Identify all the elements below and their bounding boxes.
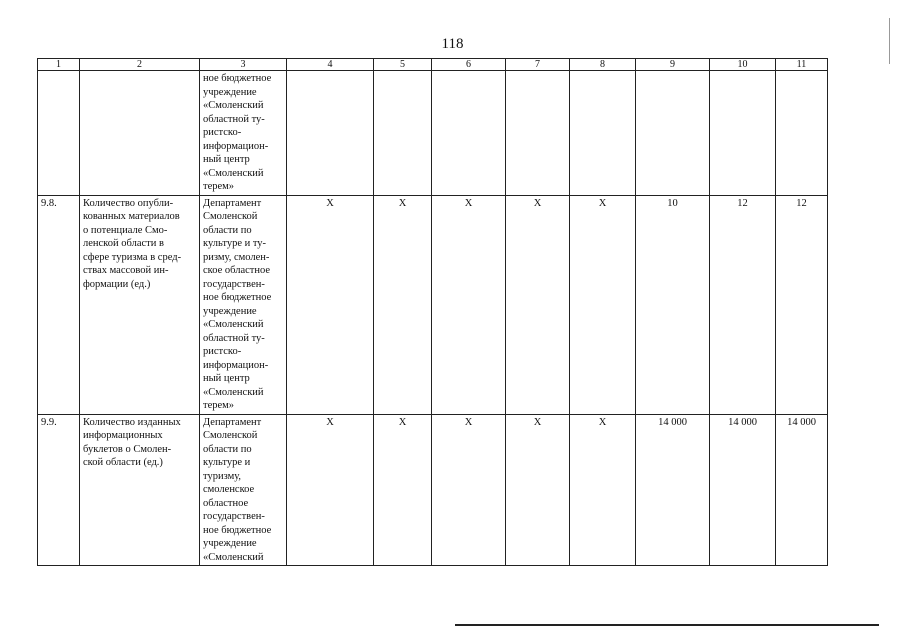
value-cell: X xyxy=(506,414,570,566)
table-row xyxy=(38,414,828,566)
executor-cell: Департамент Смоленской области по культуре и туризму, смоленское областное государствен- ное бюджетное учреждение «Смоленский xyxy=(200,414,287,566)
value-cell xyxy=(432,71,506,196)
row-index: 9.9. xyxy=(38,414,80,566)
value-cell: 14 000 xyxy=(636,414,710,566)
row-index: 9.8. xyxy=(38,195,80,414)
value-cell: X xyxy=(506,195,570,414)
value-cell: X xyxy=(432,195,506,414)
executor-cell: ное бюджетное учреждение «Смоленский областной ту- ристско- информацион- ный центр «Смоленский терем» xyxy=(200,71,287,196)
value-cell: 14 000 xyxy=(710,414,776,566)
column-number: 3 xyxy=(200,59,287,71)
value-cell: X xyxy=(374,195,432,414)
column-number: 10 xyxy=(710,59,776,71)
value-cell xyxy=(287,71,374,196)
value-cell: 12 xyxy=(710,195,776,414)
column-number: 8 xyxy=(570,59,636,71)
indicators-table xyxy=(37,58,828,566)
value-cell xyxy=(570,71,636,196)
executor-cell: Департамент Смоленской области по культуре и ту- ризму, смолен- ское областное государствен- ное бюджетное учреждение «Смоленский областной ту- ристско- информацион- ный центр «Смоленский терем» xyxy=(200,195,287,414)
value-cell xyxy=(506,71,570,196)
column-number: 7 xyxy=(506,59,570,71)
value-cell: X xyxy=(570,195,636,414)
value-cell: 12 xyxy=(776,195,828,414)
column-number: 9 xyxy=(636,59,710,71)
table-row xyxy=(38,71,828,196)
value-cell xyxy=(710,71,776,196)
page-number: 118 xyxy=(441,36,464,52)
bottom-rule xyxy=(455,624,879,626)
value-cell: X xyxy=(570,414,636,566)
column-number-row xyxy=(38,59,828,71)
indicator-cell: Количество опубли- кованных материалов о потенциале Смо- ленской области в сфере туризма в сред- ствах массовой ин- формации (ед.) xyxy=(80,195,200,414)
indicator-cell: Количество изданных информационных буклетов о Смолен- ской области (ед.) xyxy=(80,414,200,566)
value-cell: 10 xyxy=(636,195,710,414)
value-cell xyxy=(636,71,710,196)
value-cell xyxy=(776,71,828,196)
margin-mark xyxy=(889,18,890,64)
indicator-cell xyxy=(80,71,200,196)
column-number: 2 xyxy=(80,59,200,71)
row-index xyxy=(38,71,80,196)
column-number: 4 xyxy=(287,59,374,71)
value-cell: X xyxy=(374,414,432,566)
value-cell: X xyxy=(287,414,374,566)
value-cell: X xyxy=(432,414,506,566)
column-number: 6 xyxy=(432,59,506,71)
column-number: 11 xyxy=(776,59,828,71)
column-number: 5 xyxy=(374,59,432,71)
column-number: 1 xyxy=(38,59,80,71)
value-cell xyxy=(374,71,432,196)
table-row xyxy=(38,195,828,414)
value-cell: 14 000 xyxy=(776,414,828,566)
value-cell: X xyxy=(287,195,374,414)
